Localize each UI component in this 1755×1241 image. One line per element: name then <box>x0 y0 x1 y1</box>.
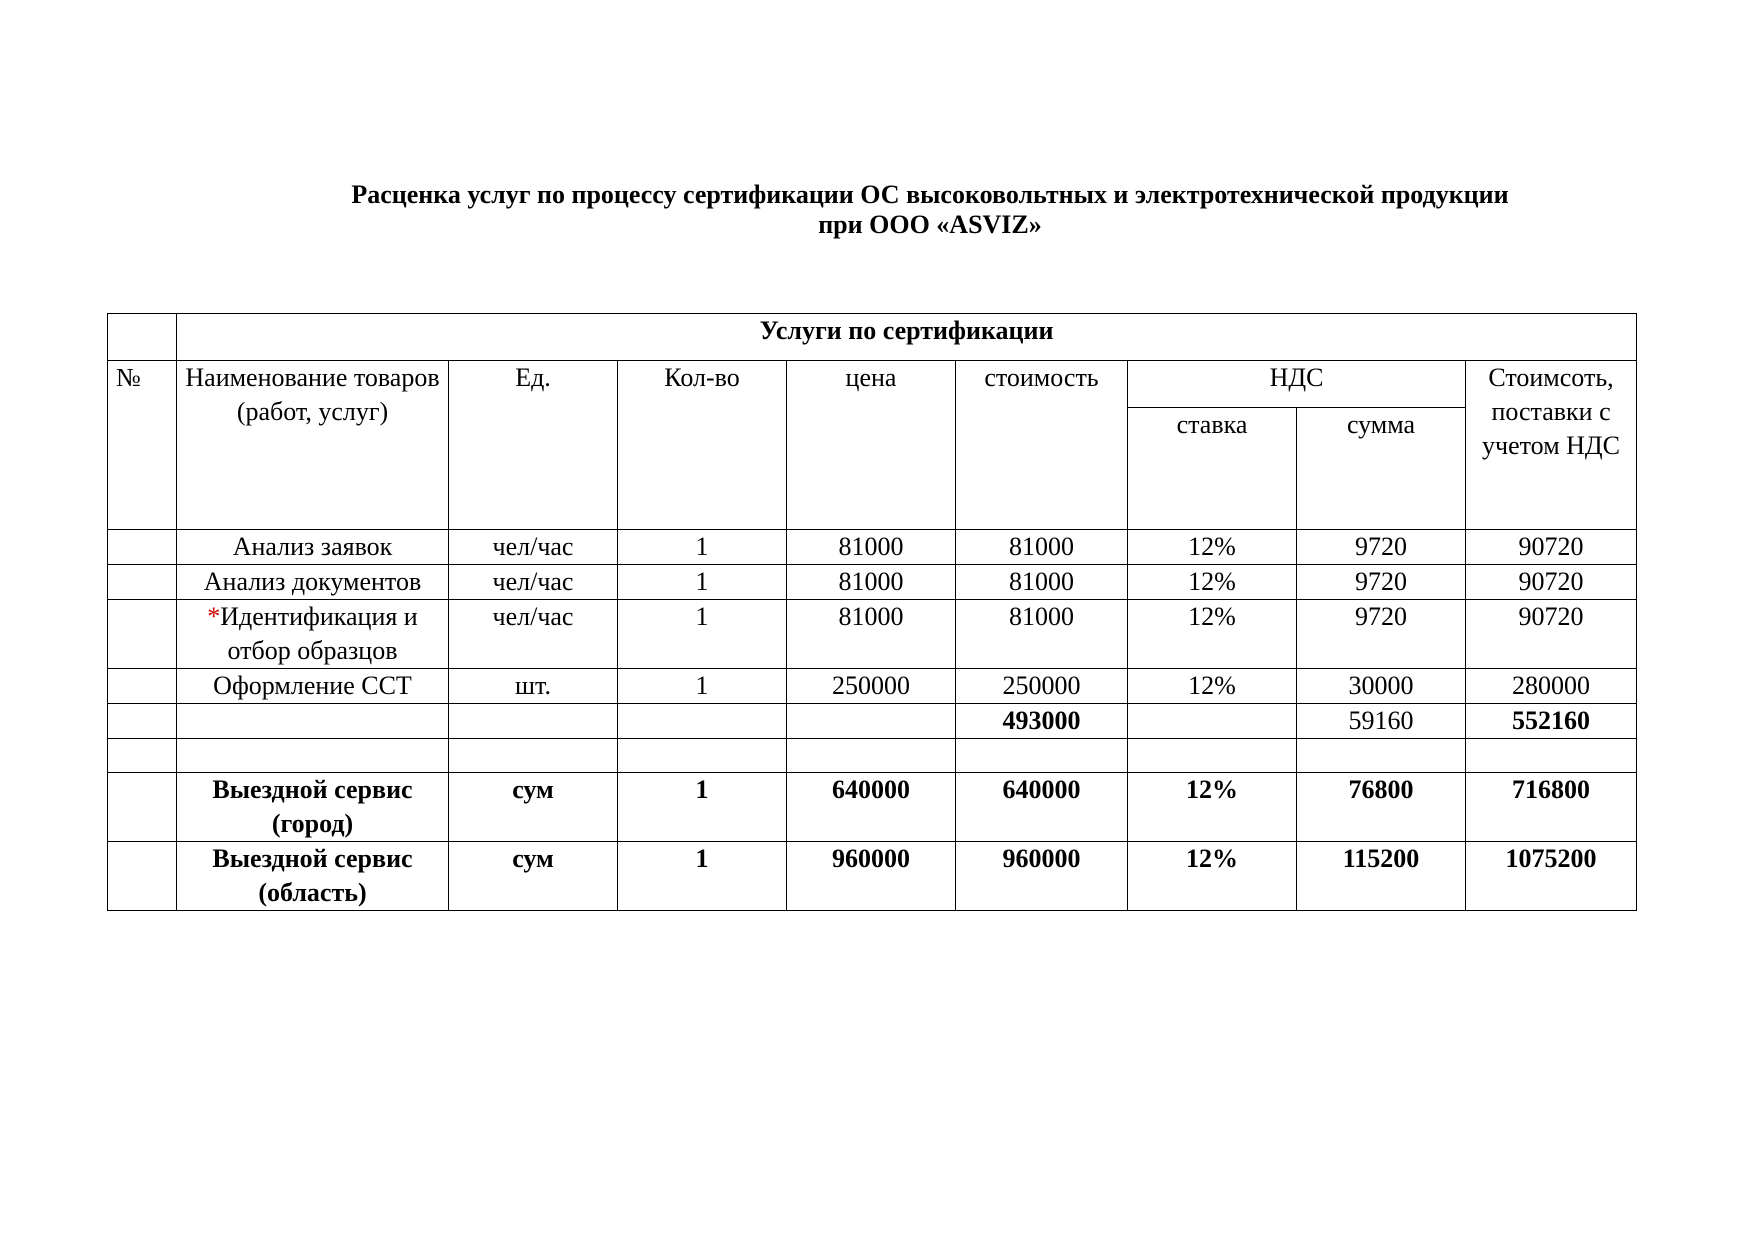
empty-cell <box>1297 739 1466 773</box>
row-qty: 1 <box>618 773 787 842</box>
header-vat: НДС <box>1128 361 1466 408</box>
title-line-2: при ООО «ASVIZ» <box>818 210 1042 239</box>
empty-cell <box>177 739 449 773</box>
field-service-row <box>108 773 1637 842</box>
row-total: 716800 <box>1466 773 1637 842</box>
row-cost: 960000 <box>956 842 1128 911</box>
row-vat-sum: 9720 <box>1297 600 1466 669</box>
row-cost: 81000 <box>956 600 1128 669</box>
header-vat-sum: сумма <box>1297 408 1466 530</box>
empty-cell <box>956 739 1128 773</box>
row-qty: 1 <box>618 600 787 669</box>
section-header-row <box>108 314 1637 361</box>
section-header: Услуги по сертификации <box>177 314 1637 361</box>
row-vat-rate: 12% <box>1128 669 1297 704</box>
empty-cell <box>1466 739 1637 773</box>
header-price: цена <box>787 361 956 530</box>
row-vat-sum: 115200 <box>1297 842 1466 911</box>
row-name-text: Идентификация и отбор образцов <box>220 602 418 665</box>
header-unit: Ед. <box>449 361 618 530</box>
row-unit: чел/час <box>449 600 618 669</box>
subtotal-vat: 59160 <box>1297 704 1466 739</box>
header-qty: Кол-во <box>618 361 787 530</box>
row-unit: сум <box>449 842 618 911</box>
row-cost: 250000 <box>956 669 1128 704</box>
row-name: Анализ заявок <box>177 530 449 565</box>
empty-cell <box>449 739 618 773</box>
row-vat-rate: 12% <box>1128 842 1297 911</box>
header-number: № <box>108 361 177 530</box>
row-number <box>108 842 177 911</box>
row-name <box>177 600 449 669</box>
field-service-row <box>108 842 1637 911</box>
row-unit: шт. <box>449 669 618 704</box>
row-number <box>108 565 177 600</box>
header-cost: стоимость <box>956 361 1128 530</box>
row-name: Анализ документов <box>177 565 449 600</box>
empty-cell <box>108 314 177 361</box>
subtotal-total: 552160 <box>1466 704 1637 739</box>
row-qty: 1 <box>618 565 787 600</box>
blank-row <box>108 739 1637 773</box>
price-table <box>107 313 1637 911</box>
table-row <box>108 600 1637 669</box>
row-cost: 640000 <box>956 773 1128 842</box>
empty-cell <box>108 739 177 773</box>
row-vat-rate: 12% <box>1128 773 1297 842</box>
row-number <box>108 600 177 669</box>
row-number <box>108 669 177 704</box>
empty-cell <box>177 704 449 739</box>
row-number <box>108 773 177 842</box>
subtotal-cost: 493000 <box>956 704 1128 739</box>
row-qty: 1 <box>618 842 787 911</box>
empty-cell <box>618 739 787 773</box>
row-qty: 1 <box>618 669 787 704</box>
row-total: 90720 <box>1466 530 1637 565</box>
row-price: 81000 <box>787 565 956 600</box>
row-vat-sum: 30000 <box>1297 669 1466 704</box>
table-row <box>108 565 1637 600</box>
row-unit: сум <box>449 773 618 842</box>
row-price: 960000 <box>787 842 956 911</box>
row-name: Выездной сервис (город) <box>177 773 449 842</box>
column-header-row <box>108 361 1637 408</box>
asterisk-mark: * <box>207 602 221 631</box>
empty-cell <box>618 704 787 739</box>
row-price: 81000 <box>787 530 956 565</box>
row-total: 280000 <box>1466 669 1637 704</box>
document-title <box>110 180 1750 240</box>
empty-cell <box>1128 739 1297 773</box>
row-unit: чел/час <box>449 530 618 565</box>
row-price: 81000 <box>787 600 956 669</box>
header-name: Наименование товаров (работ, услуг) <box>177 361 449 530</box>
subtotal-row <box>108 704 1637 739</box>
row-total: 1075200 <box>1466 842 1637 911</box>
row-unit: чел/час <box>449 565 618 600</box>
empty-cell <box>1128 704 1297 739</box>
empty-cell <box>449 704 618 739</box>
header-total: Стоимсоть, поставки с учетом НДС <box>1466 361 1637 530</box>
row-vat-sum: 76800 <box>1297 773 1466 842</box>
row-vat-sum: 9720 <box>1297 565 1466 600</box>
title-line-1: Расценка услуг по процессу сертификации ОС высоковольтных и электротехнической продукции <box>351 180 1509 209</box>
empty-cell <box>787 739 956 773</box>
empty-cell <box>787 704 956 739</box>
row-number <box>108 530 177 565</box>
row-vat-rate: 12% <box>1128 565 1297 600</box>
row-qty: 1 <box>618 530 787 565</box>
row-cost: 81000 <box>956 530 1128 565</box>
row-total: 90720 <box>1466 565 1637 600</box>
row-price: 250000 <box>787 669 956 704</box>
row-price: 640000 <box>787 773 956 842</box>
row-total: 90720 <box>1466 600 1637 669</box>
row-vat-rate: 12% <box>1128 530 1297 565</box>
header-vat-rate: ставка <box>1128 408 1297 530</box>
row-vat-rate: 12% <box>1128 600 1297 669</box>
empty-cell <box>108 704 177 739</box>
table-row <box>108 530 1637 565</box>
table-row <box>108 669 1637 704</box>
row-name: Оформление ССТ <box>177 669 449 704</box>
row-cost: 81000 <box>956 565 1128 600</box>
row-name: Выездной сервис (область) <box>177 842 449 911</box>
row-vat-sum: 9720 <box>1297 530 1466 565</box>
